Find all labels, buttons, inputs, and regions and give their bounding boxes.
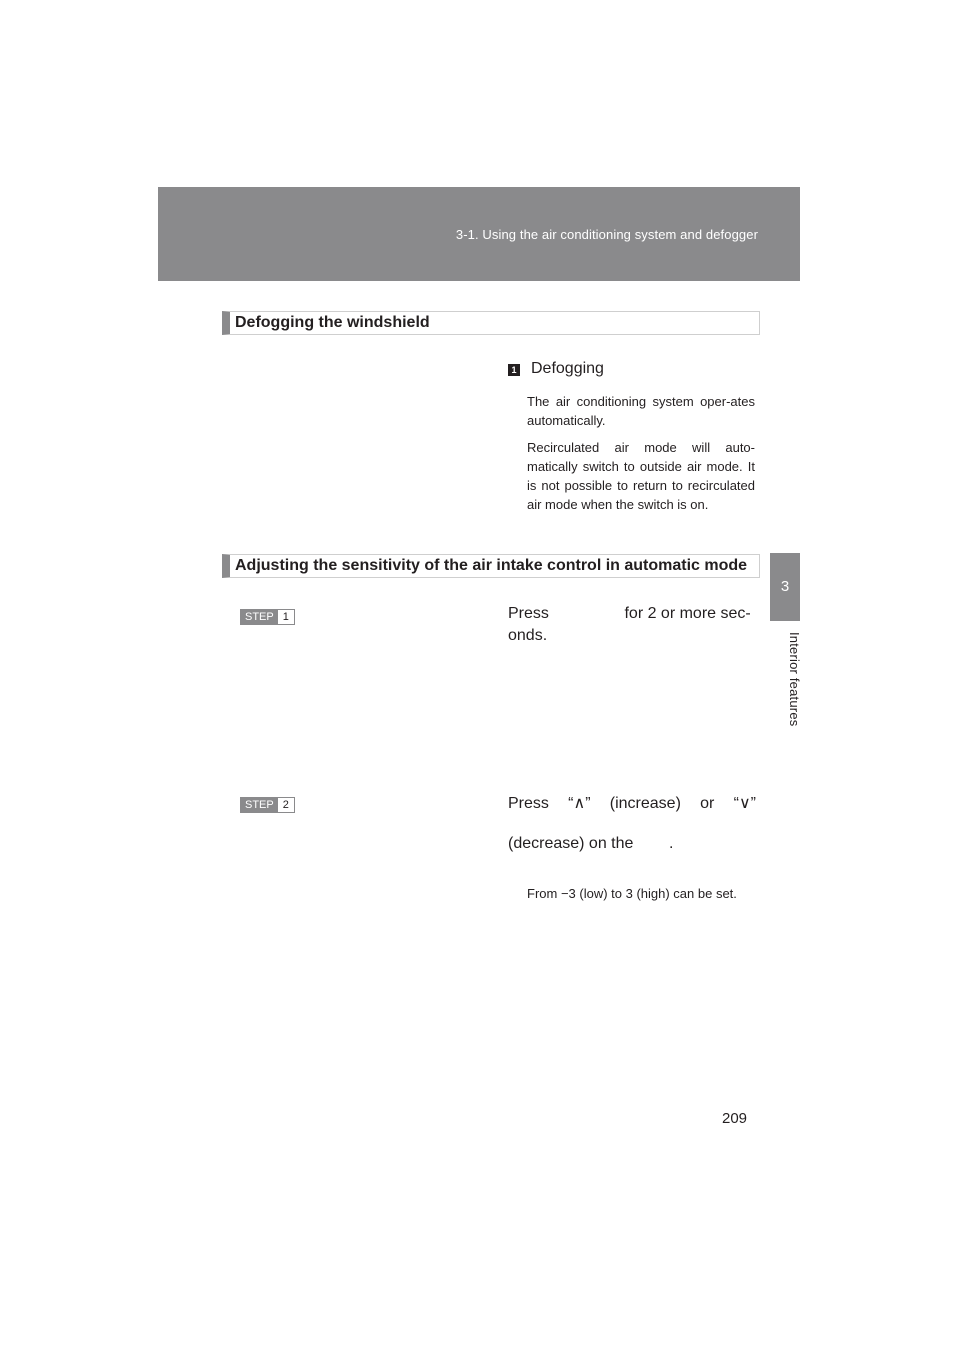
step-number: 2 <box>278 798 294 812</box>
chapter-tab: 3 <box>770 553 800 621</box>
step-text: Press for 2 or more sec-onds. <box>508 605 751 644</box>
step-text: (decrease) on the . <box>508 835 674 852</box>
step-label: STEP <box>241 610 278 624</box>
section-heading-air-intake: Adjusting the sensitivity of the air intake control in automatic mode <box>222 554 760 578</box>
step-number: 1 <box>278 610 294 624</box>
header-band <box>158 187 800 281</box>
body-paragraph: Recirculated air mode will auto-matically switch to outside air mode. It is not possible to return to recirculated air mode when the switch is on. <box>527 440 755 512</box>
step-label: STEP <box>241 798 278 812</box>
chapter-label: Interior features <box>787 632 802 727</box>
step-badge <box>240 609 295 625</box>
step-text: Press “∧” (increase) or “∨” <box>508 795 756 812</box>
step-badge <box>240 797 295 813</box>
section-heading-defogging: Defogging the windshield <box>222 311 760 335</box>
body-paragraph: The air conditioning system oper-ates automatically. <box>527 394 755 428</box>
item-number-badge: 1 <box>508 364 520 376</box>
item-title: Defogging <box>531 360 604 377</box>
page-number: 209 <box>722 1110 748 1127</box>
running-header: 3-1. Using the air conditioning system and defogger <box>455 227 758 242</box>
step-note: From −3 (low) to 3 (high) can be set. <box>527 886 737 901</box>
